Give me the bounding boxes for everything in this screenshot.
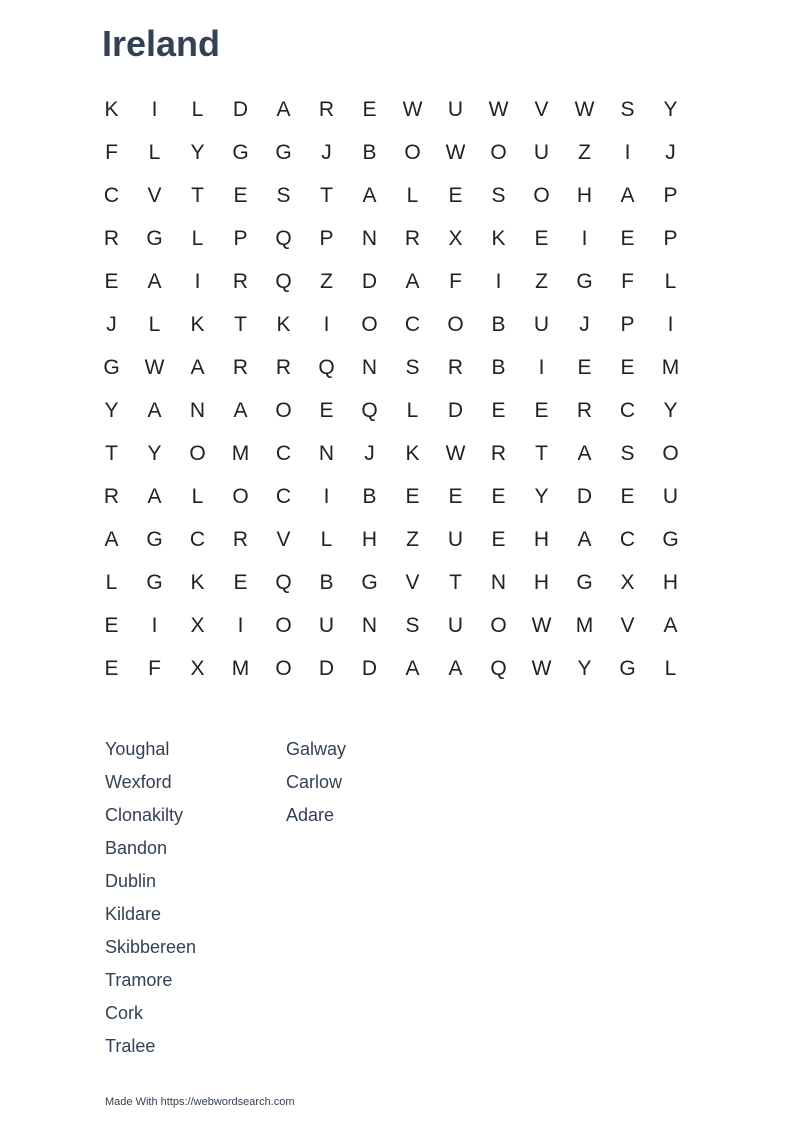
grid-letter: F [449, 269, 462, 293]
grid-letter: O [404, 140, 421, 164]
grid-letter: U [447, 97, 464, 121]
word-list-item: Dublin [105, 871, 157, 891]
grid-letter: P [663, 226, 678, 250]
word-list-item: Carlow [286, 772, 343, 792]
grid-letter: E [319, 398, 334, 422]
grid-letter: W [488, 97, 509, 121]
word-list-item: Skibbereen [105, 937, 197, 957]
grid-letter: G [232, 140, 249, 164]
grid-letter: X [190, 613, 205, 637]
grid-letter: E [620, 355, 635, 379]
grid-letter: S [620, 97, 635, 121]
grid-letter: A [448, 656, 463, 680]
grid-letter: Q [490, 656, 507, 680]
grid-letter: I [194, 269, 201, 293]
grid-letter: G [146, 226, 163, 250]
grid-letter: W [402, 97, 423, 121]
grid-letter: I [323, 484, 330, 508]
grid-letter: C [103, 183, 120, 207]
grid-letter: Q [361, 398, 378, 422]
grid-letter: A [147, 398, 162, 422]
grid-letter: R [490, 441, 507, 465]
grid-letter: A [405, 656, 420, 680]
grid-letter: V [534, 97, 549, 121]
grid-letter: P [620, 312, 635, 336]
grid-letter: O [275, 656, 292, 680]
grid-letter: G [146, 527, 163, 551]
grid-letter: B [491, 355, 506, 379]
grid-letter: S [276, 183, 291, 207]
grid-letter: Z [406, 527, 419, 551]
grid-letter: U [533, 140, 550, 164]
grid-letter: E [491, 484, 506, 508]
grid-letter: V [620, 613, 635, 637]
grid-letter: E [620, 226, 635, 250]
grid-letter: E [233, 570, 248, 594]
grid-letter: U [662, 484, 679, 508]
grid-letter: R [232, 269, 249, 293]
grid-letter: Z [320, 269, 333, 293]
grid-letter: L [105, 570, 118, 594]
grid-letter: L [148, 312, 161, 336]
grid-letter: O [490, 140, 507, 164]
grid-letter: X [448, 226, 463, 250]
grid-letter: I [151, 613, 158, 637]
grid-letter: D [361, 656, 378, 680]
grid-letter: G [619, 656, 636, 680]
grid-letter: C [189, 527, 206, 551]
grid-letter: W [445, 441, 466, 465]
grid-letter: R [103, 226, 120, 250]
grid-letter: R [103, 484, 120, 508]
grid-letter: X [190, 656, 205, 680]
grid-letter: A [233, 398, 248, 422]
word-list-item: Bandon [105, 838, 168, 858]
grid-letter: T [191, 183, 204, 207]
grid-letter: T [449, 570, 462, 594]
grid-letter: W [144, 355, 165, 379]
grid-letter: O [662, 441, 679, 465]
grid-letter: Y [663, 398, 678, 422]
grid-letter: L [191, 97, 204, 121]
grid-letter: N [361, 226, 378, 250]
grid-letter: O [361, 312, 378, 336]
page-title: Ireland [102, 23, 221, 64]
word-list [105, 736, 467, 1066]
grid-letter: G [576, 269, 593, 293]
grid-letter: G [146, 570, 163, 594]
word-list-item: Clonakilty [105, 805, 184, 825]
grid-letter: Z [535, 269, 548, 293]
grid-letter: C [275, 484, 292, 508]
grid-letter: F [148, 656, 161, 680]
grid-letter: D [232, 97, 249, 121]
grid-letter: J [106, 312, 117, 336]
grid-letter: Q [275, 570, 292, 594]
grid-letter: V [147, 183, 162, 207]
grid-letter: B [491, 312, 506, 336]
grid-letter: H [361, 527, 378, 551]
grid-letter: E [620, 484, 635, 508]
grid-letter: H [533, 527, 550, 551]
grid-letter: F [621, 269, 634, 293]
grid-letter: K [104, 97, 119, 121]
word-list-item: Youghal [105, 739, 170, 759]
grid-letter: A [577, 441, 592, 465]
grid-letter: E [233, 183, 248, 207]
grid-letter: J [579, 312, 590, 336]
grid-letter: K [276, 312, 291, 336]
grid-letter: I [151, 97, 158, 121]
grid-letter: I [538, 355, 545, 379]
grid-letter: L [191, 226, 204, 250]
grid-letter: O [447, 312, 464, 336]
grid-letter: B [319, 570, 334, 594]
grid-letter: N [361, 613, 378, 637]
grid-letter: L [406, 398, 419, 422]
grid-letter: W [531, 656, 552, 680]
grid-letter: M [575, 613, 594, 637]
grid-letter: I [624, 140, 631, 164]
word-list-item: Galway [286, 739, 347, 759]
grid-letter: E [405, 484, 420, 508]
grid-letter: P [319, 226, 334, 250]
grid-letter: S [405, 355, 420, 379]
grid-letter: Y [190, 140, 205, 164]
grid-letter: O [275, 613, 292, 637]
grid-letter: J [364, 441, 375, 465]
word-list-item: Kildare [105, 904, 162, 924]
grid-letter: I [667, 312, 674, 336]
grid-letter: B [362, 484, 377, 508]
grid-letter: G [361, 570, 378, 594]
grid-letter: Q [318, 355, 335, 379]
grid-letter: S [405, 613, 420, 637]
grid-letter: L [320, 527, 333, 551]
grid-letter: Y [534, 484, 549, 508]
grid-letter: A [663, 613, 678, 637]
grid-letter: N [318, 441, 335, 465]
word-list-item: Adare [286, 805, 335, 825]
grid-letter: C [619, 398, 636, 422]
grid-letter: O [490, 613, 507, 637]
word-list-item: Cork [105, 1003, 144, 1023]
grid-letter: K [190, 312, 205, 336]
grid-letter: I [237, 613, 244, 637]
grid-letter: A [147, 484, 162, 508]
word-list-item: Tralee [105, 1036, 156, 1056]
grid-letter: L [664, 656, 677, 680]
grid-letter: B [362, 140, 377, 164]
grid-letter: J [665, 140, 676, 164]
grid-letter: A [405, 269, 420, 293]
grid-letter: Q [275, 269, 292, 293]
grid-letter: G [275, 140, 292, 164]
grid-letter: E [104, 269, 119, 293]
grid-letter: L [191, 484, 204, 508]
grid-letter: T [234, 312, 247, 336]
grid-letter: U [533, 312, 550, 336]
grid-letter: M [661, 355, 680, 379]
grid-letter: L [664, 269, 677, 293]
grid-letter: K [190, 570, 205, 594]
grid-letter: Y [104, 398, 119, 422]
grid-letter: N [490, 570, 507, 594]
grid-letter: E [534, 398, 549, 422]
grid-letter: G [662, 527, 679, 551]
word-list-item: Tramore [105, 970, 173, 990]
grid-letter: R [275, 355, 292, 379]
letter-grid [90, 88, 692, 690]
grid-letter: Y [147, 441, 162, 465]
grid-letter: E [491, 527, 506, 551]
grid-letter: Q [275, 226, 292, 250]
grid-letter: W [574, 97, 595, 121]
grid-letter: N [189, 398, 206, 422]
grid-letter: E [577, 355, 592, 379]
grid-letter: X [620, 570, 635, 594]
grid-letter: K [405, 441, 420, 465]
grid-letter: I [581, 226, 588, 250]
grid-letter: R [404, 226, 421, 250]
grid-letter: E [104, 613, 119, 637]
grid-letter: Z [578, 140, 591, 164]
grid-letter: H [533, 570, 550, 594]
grid-letter: G [103, 355, 120, 379]
grid-letter: U [447, 527, 464, 551]
grid-letter: N [361, 355, 378, 379]
grid-letter: E [534, 226, 549, 250]
grid-letter: D [576, 484, 593, 508]
grid-letter: R [447, 355, 464, 379]
grid-letter: D [361, 269, 378, 293]
grid-letter: V [405, 570, 420, 594]
grid-letter: T [535, 441, 548, 465]
grid-letter: T [320, 183, 333, 207]
grid-letter: A [362, 183, 377, 207]
grid-letter: O [232, 484, 249, 508]
grid-letter: R [232, 527, 249, 551]
grid-letter: S [491, 183, 506, 207]
grid-letter: E [362, 97, 377, 121]
grid-letter: O [275, 398, 292, 422]
grid-letter: Y [663, 97, 678, 121]
grid-letter: C [404, 312, 421, 336]
grid-letter: M [231, 441, 250, 465]
grid-letter: K [491, 226, 506, 250]
grid-letter: P [663, 183, 678, 207]
grid-letter: W [531, 613, 552, 637]
grid-letter: D [318, 656, 335, 680]
grid-letter: A [147, 269, 162, 293]
grid-letter: A [190, 355, 205, 379]
grid-letter: E [104, 656, 119, 680]
grid-letter: U [447, 613, 464, 637]
grid-letter: C [275, 441, 292, 465]
grid-letter: E [491, 398, 506, 422]
grid-letter: L [148, 140, 161, 164]
grid-letter: O [533, 183, 550, 207]
grid-letter: E [448, 484, 463, 508]
grid-letter: M [231, 656, 250, 680]
word-list-item: Wexford [105, 772, 172, 792]
grid-letter: I [323, 312, 330, 336]
grid-letter: H [662, 570, 679, 594]
grid-letter: H [576, 183, 593, 207]
grid-letter: A [620, 183, 635, 207]
grid-letter: A [577, 527, 592, 551]
grid-letter: I [495, 269, 502, 293]
grid-letter: E [448, 183, 463, 207]
grid-letter: G [576, 570, 593, 594]
footer-credit: Made With https://webwordsearch.com [105, 1096, 295, 1108]
grid-letter: R [318, 97, 335, 121]
grid-letter: A [104, 527, 119, 551]
grid-letter: A [276, 97, 291, 121]
grid-letter: R [576, 398, 593, 422]
grid-letter: L [406, 183, 419, 207]
grid-letter: V [276, 527, 291, 551]
grid-letter: S [620, 441, 635, 465]
grid-letter: F [105, 140, 118, 164]
grid-letter: U [318, 613, 335, 637]
grid-letter: C [619, 527, 636, 551]
grid-letter: R [232, 355, 249, 379]
grid-letter: W [445, 140, 466, 164]
grid-letter: D [447, 398, 464, 422]
grid-letter: Y [577, 656, 592, 680]
grid-letter: T [105, 441, 118, 465]
grid-letter: P [233, 226, 248, 250]
grid-letter: O [189, 441, 206, 465]
grid-letter: J [321, 140, 332, 164]
